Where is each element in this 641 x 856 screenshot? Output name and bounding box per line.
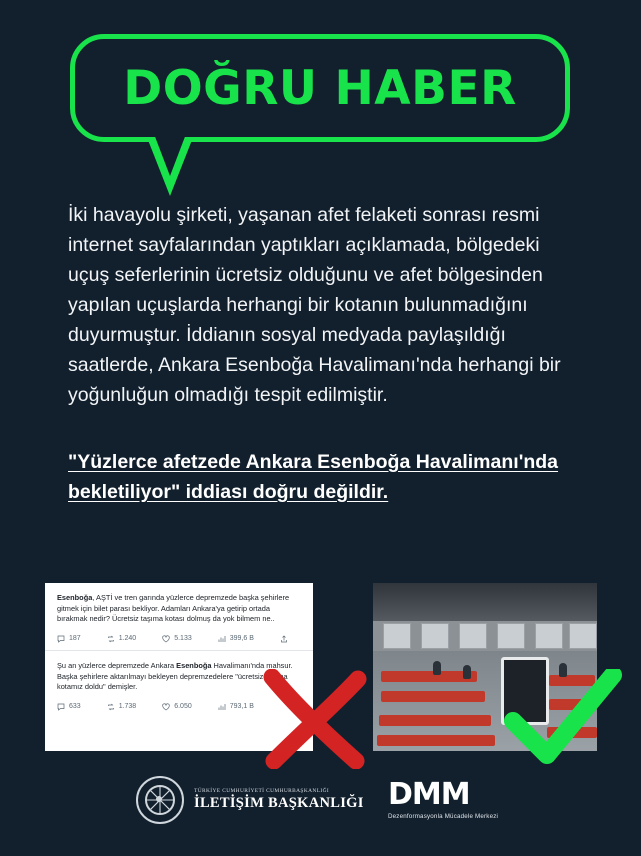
reply-metric	[57, 634, 81, 645]
retweet-icon	[107, 703, 115, 711]
tweet-text-before: Şu an yüzlerce depremzede Ankara	[57, 661, 177, 670]
headline-text: DOĞRU HABER	[123, 60, 517, 116]
presidency-crest-icon	[136, 776, 184, 824]
evidence-row	[45, 583, 597, 751]
reply-count: 633	[69, 702, 81, 710]
counter-booth	[569, 623, 597, 649]
chart-icon	[218, 703, 226, 711]
tweet-text-after: , AŞTİ ve tren garında yüzlerce depremzede başka şehirlere gitmek için bilet parası bekliyor. Adamları Ankara'ya getirip ortada bırakmak nedir? Ücretsiz taşıma kotası dolmuş da yok bilmem ne..	[57, 593, 290, 623]
ceiling	[373, 583, 597, 623]
claim-statement: "Yüzlerce afetzede Ankara Esenboğa Havalimanı'nda bekletiliyor" iddiası doğru değildir.	[68, 451, 559, 503]
views-metric	[218, 634, 254, 645]
counter-booth	[535, 623, 563, 649]
reply-count: 187	[69, 634, 81, 642]
dmm-subtitle: Dezenformasyonla Mücadele Merkezi	[388, 813, 499, 820]
reply-metric	[57, 702, 81, 713]
views-count: 399,6 B	[229, 634, 254, 642]
x-mark-icon	[260, 669, 370, 769]
headline-banner	[70, 34, 570, 142]
traveler	[463, 665, 471, 679]
iletisim-baskanligi-logo	[136, 776, 364, 824]
counter-booth	[421, 623, 449, 649]
presidency-subtitle: TÜRKİYE CUMHURİYETİ CUMHURBAŞKANLIĞI	[194, 787, 330, 794]
seating-bench	[377, 735, 495, 746]
seating-bench	[379, 715, 491, 726]
share-metric	[280, 635, 288, 643]
views-count: 793,1 B	[229, 702, 254, 710]
traveler	[433, 661, 441, 675]
headline-bubble	[70, 34, 570, 142]
retweet-count: 1.240	[118, 634, 137, 642]
check-mark-icon	[503, 669, 623, 769]
views-metric	[218, 702, 254, 713]
crest-spokes-icon	[138, 778, 182, 822]
counter-booth	[383, 623, 411, 649]
heart-icon	[162, 635, 170, 643]
like-metric	[162, 634, 192, 645]
counter-booth	[459, 623, 487, 649]
retweet-metric	[107, 702, 137, 713]
like-count: 6.050	[174, 702, 192, 710]
tweet-metrics	[57, 634, 301, 645]
heart-icon	[162, 703, 170, 711]
like-count: 5.133	[174, 634, 192, 642]
tweet-highlight: Esenboğa	[57, 593, 93, 602]
counter-booth	[497, 623, 525, 649]
retweet-metric	[107, 634, 137, 645]
tweet-highlight: Esenboğa	[176, 661, 212, 670]
seating-bench	[381, 691, 485, 702]
footer-logos	[0, 772, 641, 842]
retweet-count: 1.738	[118, 702, 137, 710]
chart-icon	[218, 635, 226, 643]
tweet-text-after: Havalimanı'nda mahsur. Başka şehirlere aktarılmayı bekleyen depremzedelere "ücretsiz taşıma kotamız doldu" demişler.	[57, 661, 293, 691]
dmm-title: DMM	[388, 777, 470, 812]
tweet-text	[57, 593, 301, 625]
retweet-icon	[107, 635, 115, 643]
dmm-logo	[388, 777, 499, 820]
article-body: İki havayolu şirketi, yaşanan afet felaketi sonrası resmi internet sayfalarından yaptıkları açıklamada, bölgedeki uçuş seferlerinin ücretsiz olduğunu ve afet bölgesinden yapılan uçuşlarda herhangi bir kotanın bulunmadığını duyurmuştur. İddianın sosyal medyada paylaşıldığı saatlerde, Ankara Esenboğa Havalimanı'nda herhangi bir yoğunluğun olmadığı tespit edilmiştir.	[68, 204, 561, 406]
like-metric	[162, 702, 192, 713]
reply-icon	[57, 703, 65, 711]
share-icon	[280, 635, 288, 643]
reply-icon	[57, 635, 65, 643]
tweet-item	[45, 583, 313, 650]
presidency-title: İLETİŞİM BAŞKANLIĞI	[194, 795, 364, 812]
